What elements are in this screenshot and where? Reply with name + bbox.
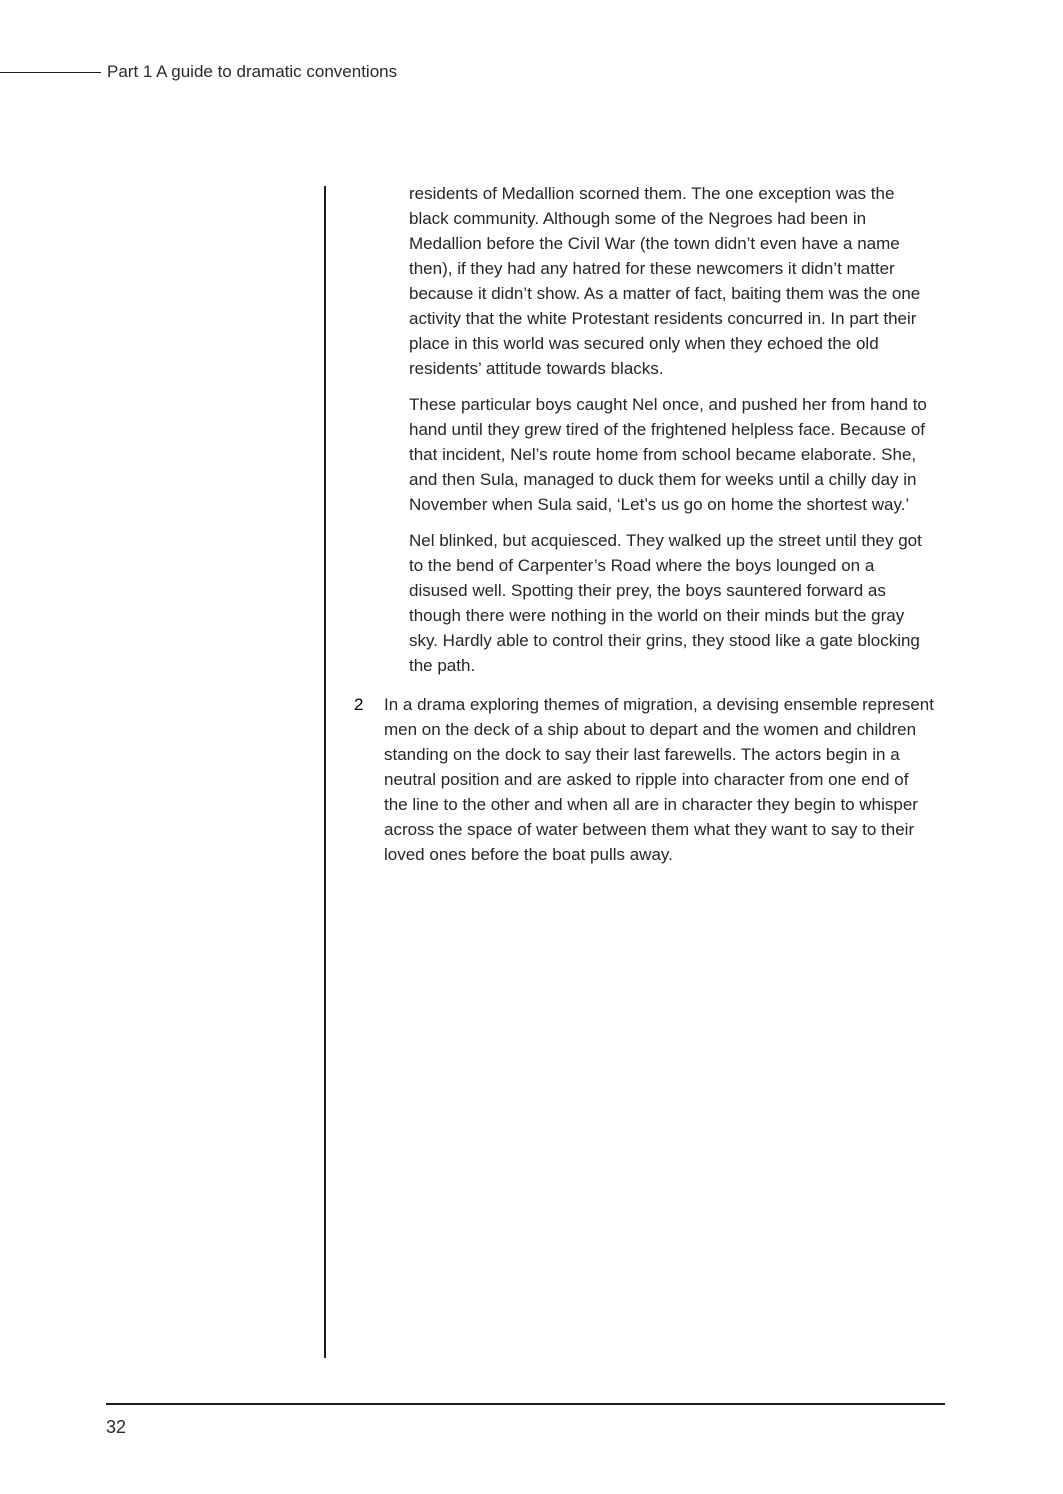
running-head: Part 1 A guide to dramatic conventions xyxy=(107,62,398,81)
header-rule xyxy=(0,72,101,73)
literary-extract xyxy=(409,181,934,678)
extract-paragraph: These particular boys caught Nel once, and pushed her from hand to hand until they grew tired of the frightened helpless face. Because of that incident, Nel’s route home from school became elaborate. She, and then Sula, managed to duck them for weeks until a chilly day in November when Sula said, ‘Let’s us go on home the shortest way.’ xyxy=(409,395,927,514)
extract-paragraph: Nel blinked, but acquiesced. They walked up the street until they got to the bend of Carpenter’s Road where the boys lounged on a disused well. Spotting their prey, the boys sauntered forward as though there were nothing in the world on their minds but the gray sky. Hardly able to control their grins, they stood like a gate blocking the path. xyxy=(409,531,922,675)
item-number: 2 xyxy=(354,695,364,714)
item-text: In a drama exploring themes of migration, a devising ensemble represent men on the deck of a ship about to depart and the women and children standing on the dock to say their last farewells. The actors begin in a neutral position and are asked to ripple into character from one end of the line to the other and when all are in character they begin to whisper across the space of water between them what they want to say to their loved ones before the boat pulls away. xyxy=(384,695,934,864)
page-content xyxy=(354,181,934,867)
margin-rule xyxy=(324,186,326,1358)
page-number: 32 xyxy=(106,1417,127,1437)
footer-rule xyxy=(106,1403,945,1405)
extract-paragraph: residents of Medallion scorned them. The one exception was the black community. Although some of the Negroes had been in Medallion before the Civil War (the town didn’t even have a name then), if they had any hatred for these newcomers it didn’t matter because it didn’t show. As a matter of fact, baiting them was the one activity that the white Protestant residents concurred in. In part their place in this world was secured only when they echoed the old residents’ attitude towards blacks. xyxy=(409,184,921,378)
numbered-item-2 xyxy=(354,692,934,867)
